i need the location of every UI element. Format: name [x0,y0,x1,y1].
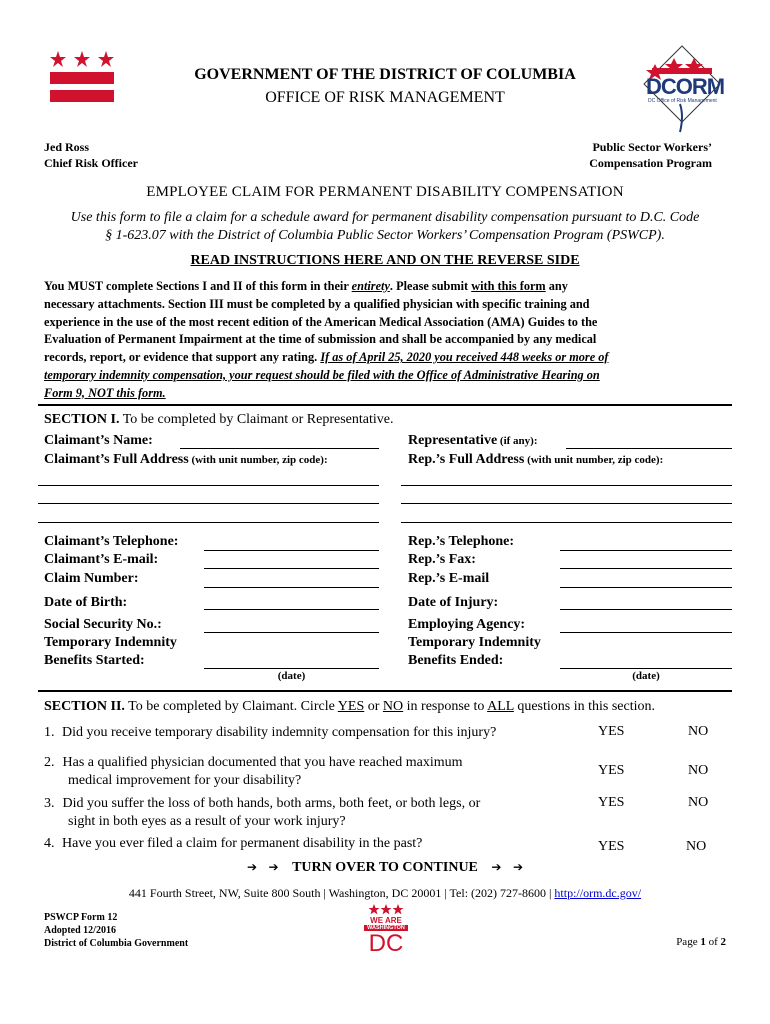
claimant-name-label: Claimant’s Name: [44,433,153,448]
p1: You MUST complete Sections I and II of this form in their [44,279,352,293]
rep-phone-field[interactable] [560,550,732,551]
page-total: 2 [720,936,726,948]
section2-no: NO [382,699,404,714]
rep-label [408,432,538,450]
read-instructions: READ INSTRUCTIONS HERE AND ON THE REVERSE SIDE [190,253,580,268]
claimant-name-field[interactable] [180,448,379,449]
question-1-text: Did you receive temporary disability indemnity compensation for this injury? [62,725,497,740]
officer-name: Jed Ross [44,140,90,154]
rep-address-line1[interactable] [401,485,732,486]
p1-with: with this form [471,279,546,293]
turn-over-line [0,860,770,876]
section1-heading [44,412,394,428]
tib-ended-date-label: (date) [632,670,660,682]
doi-field[interactable] [560,609,732,610]
rep-email-label: Rep.’s E-mail [408,571,490,586]
washington-text: WASHINGTON [364,925,408,931]
p1-entirety: entirety [351,279,390,293]
dc-text: DC [368,930,404,957]
tib-started-label2: Benefits Started: [44,653,145,668]
p5: records, report, or evidence that support any rating. [44,350,321,365]
question-2-text2: medical improvement for your disability? [68,773,302,788]
claimant-address-line2[interactable] [38,503,379,504]
rep-note: (if any): [497,435,538,447]
tib-started-field[interactable] [204,668,379,669]
instructions-paragraph [44,278,608,403]
claimant-address-label [44,451,328,469]
we-are-text: WE ARE [370,916,402,925]
footer-address-text: 441 Fourth Street, NW, Suite 800 South | Washington, DC 20001 | Tel: (202) 727-8600 | [128,886,555,900]
p7: Form 9, NOT this form. [44,385,166,400]
p2: necessary attachments. Section III must be completed by a qualified physician with specific training and [44,296,590,311]
turn-over-text: TURN OVER TO CONTINUE [292,860,478,875]
arrow-right-icon: ➔ [268,860,279,874]
office-title: OFFICE OF RISK MANAGEMENT [265,89,505,106]
question-2-num: 2. [44,755,55,770]
ssn-field[interactable] [204,632,379,633]
agency-field[interactable] [560,632,732,633]
p3: experience in the use of the most recent edition of the American Medical Association (AMA) Guides to the [44,314,598,329]
section2-divider [38,690,732,692]
section2-all: ALL [487,699,514,714]
footer-form-no: PSWCP Form 12 [44,912,118,923]
p1c: any [545,279,568,293]
program-line1: Public Sector Workers’ [592,140,712,154]
p1b: . Please submit [389,279,472,293]
doi-label: Date of Injury: [408,595,499,610]
claimant-phone-label: Claimant’s Telephone: [44,534,179,549]
rep-phone-label: Rep.’s Telephone: [408,534,515,549]
q2-yes[interactable]: YES [598,763,625,778]
section1-instructions: To be completed by Claimant or Representative. [119,412,394,427]
question-1 [44,724,496,742]
q3-yes[interactable]: YES [598,795,625,810]
rep-address-note: (with unit number, zip code): [524,454,664,466]
rep-fax-field[interactable] [560,568,732,569]
dcorm-logo-subtext: DC Office of Risk Management [648,98,717,104]
arrow-right-icon: ➔ [491,860,502,874]
tib-ended-label2: Benefits Ended: [408,653,504,668]
q3-no[interactable]: NO [688,795,709,810]
claimant-address-line3[interactable] [38,522,379,523]
question-3 [44,795,480,831]
claimant-address-text: Claimant’s Full Address [44,452,189,467]
officer-title: Chief Risk Officer [44,156,138,170]
dob-label: Date of Birth: [44,595,128,610]
footer-address [0,886,770,901]
q4-no[interactable]: NO [686,839,707,854]
tib-started-label1: Temporary Indemnity [44,635,177,650]
question-3-num: 3. [44,796,55,811]
section2-heading [44,699,655,715]
rep-email-field[interactable] [560,587,732,588]
question-4-num: 4. [44,836,55,851]
footer-url-link[interactable]: http://orm.dc.gov/ [554,886,642,900]
dob-field[interactable] [204,609,379,610]
tib-started-date-label: (date) [277,670,306,682]
page-current: 1 [700,936,706,948]
we-are-washington-dc-logo [364,902,408,958]
section2-or: or [364,699,383,714]
rep-address-line2[interactable] [401,503,732,504]
q4-yes[interactable]: YES [598,839,625,854]
section2-text2: in response to [403,699,488,714]
question-2 [44,754,463,790]
rep-address-text: Rep.’s Full Address [408,452,525,467]
section1-divider [38,404,732,406]
intro-line1: Use this form to file a claim for a schedule award for permanent disability compensation pursuant to D.C. Code [70,210,700,225]
rep-address-label [408,451,663,469]
question-3-text2: sight in both eyes as a result of your work injury? [68,814,346,829]
gov-title: GOVERNMENT OF THE DISTRICT OF COLUMBIA [194,66,576,83]
arrow-right-icon: ➔ [512,860,524,874]
claim-number-label: Claim Number: [44,571,139,586]
tib-ended-label1: Temporary Indemnity [408,635,541,650]
claimant-phone-field[interactable] [204,550,379,551]
dcorm-logo-text: DCORM [646,74,725,99]
q2-no[interactable]: NO [688,763,709,778]
p6: temporary indemnity compensation, your request should be filed with the Office of Administrative Hearing on [44,367,600,382]
claimant-address-line1[interactable] [38,485,379,486]
claim-number-field[interactable] [204,587,379,588]
question-2-text1: Has a qualified physician documented that you have reached maximum [62,755,463,770]
question-3-text1: Did you suffer the loss of both hands, both arms, both feet, or both legs, or [62,796,481,811]
section2-label: SECTION II. [44,699,125,714]
form-title: EMPLOYEE CLAIM FOR PERMANENT DISABILITY COMPENSATION [146,184,624,200]
program-line2: Compensation Program [589,156,712,170]
claimant-email-label: Claimant’s E-mail: [44,552,159,567]
q1-no[interactable]: NO [688,724,709,739]
claimant-email-field[interactable] [204,568,379,569]
p4: Evaluation of Permanent Impairment at the time of submission and shall be accompanied by any medical [44,332,597,347]
q1-yes[interactable]: YES [598,724,625,739]
section2-yes: YES [337,699,365,714]
page-number [676,936,726,948]
rep-text: Representative [408,433,498,448]
question-1-num: 1. [44,725,55,740]
arrow-right-icon: ➔ [246,860,258,874]
question-4-text: Have you ever filed a claim for permanent disability in the past? [62,836,423,851]
rep-name-field[interactable] [566,448,732,449]
tib-ended-field[interactable] [560,668,732,669]
intro-line2: § 1-623.07 with the District of Columbia Public Sector Workers’ Compensation Program (PSWCP). [105,228,665,243]
p5-underlined: If as of April 25, 2020 you received 448 weeks or more of [320,350,609,365]
claimant-address-note: (with unit number, zip code): [188,454,328,466]
rep-fax-label: Rep.’s Fax: [408,552,476,567]
page-of: of [705,936,721,948]
rep-address-line3[interactable] [401,522,732,523]
footer-govt: District of Columbia Government [44,938,189,949]
page-label: Page [676,936,701,948]
ssn-label: Social Security No.: [44,617,162,632]
footer-adopted: Adopted 12/2016 [44,925,116,936]
agency-label: Employing Agency: [408,617,526,632]
section2-text1: To be completed by Claimant. Circle [124,699,338,714]
question-4 [44,835,422,853]
section1-label: SECTION I. [44,412,120,427]
section2-text3: questions in this section. [513,699,656,714]
